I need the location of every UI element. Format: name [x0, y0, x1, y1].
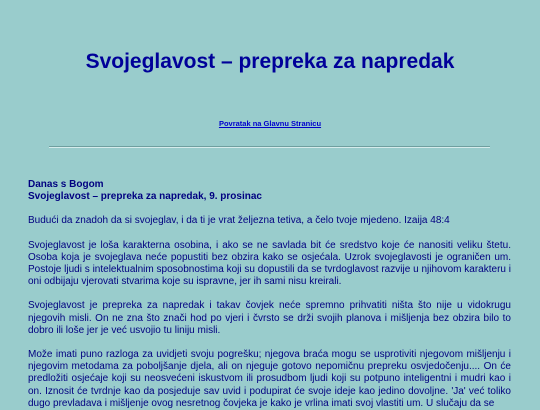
home-link[interactable]: Povratak na Glavnu Stranicu [218, 119, 322, 128]
horizontal-divider [49, 146, 490, 148]
page-title: Svojeglavost – prepreka za napredak [85, 50, 455, 73]
article-paragraph: Svojeglavost je prepreka za napredak i takav čovjek neće spremno prihvatiti ništa što nije u vidokrugu njegovih misli. On ne zna što znači hod po vjeri i čvrsto se drži svojih planova i mišljenja bez obzira bilo to dobro ili loše jer je već usvojio tu liniju misli. [28, 300, 511, 336]
day-heading: Danas s Bogom [28, 179, 104, 190]
article-paragraph: Može imati puno razloga za uvidjeti svoju pogrešku; njegova braća mogu se usprotiviti njegovom mišljenju i njegovim metodama za poboljšanje djela, ali on njeguje gotovo nepomičnu prepreku osvjedočenju.... On će predložiti osjećaje koji su neosvećeni iskustvom ili prosudbom ljudi koji su potpuno inteligentni i mudri kao i on. Iznosit će tvrdnje kao da posjeduje sav uvid i podupirat će svoje ideje kao jedino dovoljne. 'Ja' već toliko dugo prevladava i mišljenje ovog nesretnog čovjeka je kako je vrlina imati svoj vlastiti um. U slučaju da se [28, 349, 511, 409]
article-content [28, 179, 511, 410]
article-subtitle: Svojeglavost – prepreka za napredak, 9. prosinac [28, 191, 262, 203]
scripture-verse: Budući da znadoh da si svojeglav, i da ti je vrat željezna tetiva, a čelo tvoje mjedeno. Izaija 48:4 [28, 215, 450, 227]
article-paragraph: Svojeglavost je loša karakterna osobina, i ako se ne savlada bit će sredstvo koje će nanositi veliku štetu. Osoba koja je svojeglava neće popustiti bez obzira kako se osjećala. Uzrok svojeglavosti je ograničen um. Postoje ljudi s intelektualnim sposobnostima koji su dopustili da se tvrdoglavost razvije u njihovom karakteru i oni odbijaju vjerovati stvarima koje su ispravne, jer ih sami nisu kreirali. [28, 239, 511, 288]
